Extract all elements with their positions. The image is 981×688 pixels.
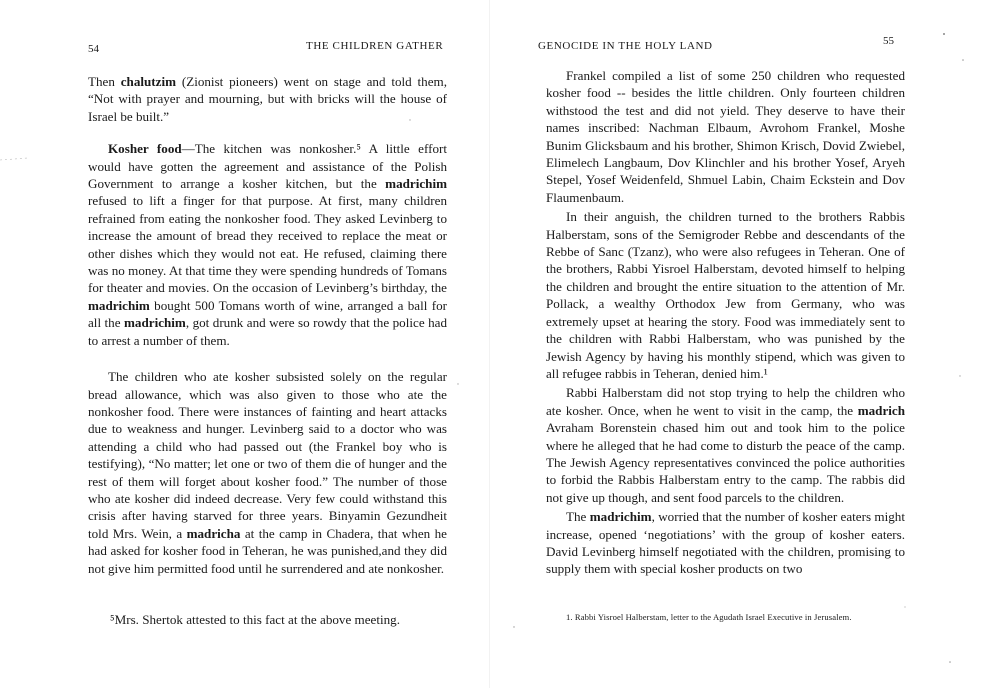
left-body — [88, 73, 447, 577]
running-head-left: THE CHILDREN GATHER — [306, 40, 444, 52]
right-paragraph-1 — [546, 67, 905, 206]
bold-term: madrichim — [88, 297, 150, 313]
right-paragraph-3 — [546, 384, 905, 506]
bold-term: chalutzim — [120, 74, 177, 89]
left-paragraph-2 — [88, 140, 447, 349]
bold-term: madrichim — [589, 509, 652, 525]
left-paragraph-1 — [88, 73, 447, 125]
text-run: at the camp in Chadera, that when he had asked for kosher food in Teheran, he was punished,and they did not give him permitted food until he surrendered and ate nonkosher. — [88, 525, 447, 576]
page-number-right: 55 — [883, 35, 894, 47]
right-paragraph-4 — [546, 508, 905, 578]
bold-term: Kosher food — [108, 141, 182, 157]
page-number-left: 54 — [88, 43, 99, 55]
text-run: , worried that the number of kosher eaters might increase, opened ‘negotiations’ with the group of kosher eaters. David Levinberg himself negotiated with the children, promising to supply them with special kosher products on two — [546, 509, 905, 577]
text-run: Avraham Borenstein chased him out and took him to the police where he alleged that he had come to disturb the peace of the camp. The Jewish Agency representatives convinced the police authorities to forbid the Rabbis Halberstam entry to the camp. The rabbis did not give up though, and sent food parcels to the children. — [546, 420, 905, 505]
text-run: (Zionist pioneers) went on stage and told them, “Not with prayer and mourning, but with bricks will the house of Israel be built.” — [88, 74, 447, 124]
text-run: , got drunk and were so rowdy that the police had to arrest a number of them. — [88, 315, 447, 348]
text-run: bought 500 Tomans worth of wine, arranged a ball for all the — [88, 297, 447, 331]
bold-term: madrichim — [124, 315, 186, 331]
bold-term: madricha — [186, 525, 241, 541]
footnote-left: ⁵Mrs. Shertok attested to this fact at the above meeting. — [110, 612, 401, 627]
text-run: —The kitchen was nonkosher.⁵ A little effort would have gotten the agreement and assistance of the Polish Government to arrange a kosher kitchen, but the — [88, 141, 447, 192]
running-head-right: GENOCIDE IN THE HOLY LAND — [538, 40, 713, 52]
bold-term: madrich — [857, 402, 905, 418]
bold-term: madrichim — [385, 176, 447, 192]
text-run: Frankel compiled a list of some 250 children who requested kosher food -- besides the little children. Only fourteen children withstood the test and did not yield. They deserve to have their names inscribed: Nachman Elbaum, Avrohom Frankel, Moshe Bunim Glicksbaum and his brother, Shimon Krisch, Dovid Zwiebel, Elimelech Langbaum, Dov Klinchler and his brother Yosef, Aryeh Stepel, Yosef Weidenfeld, Shmuel Labin, Chaim Eckstein and Dov Flaumenbaum. — [546, 68, 905, 205]
text-run: refused to lift a finger for that purpose. At first, many children refrained from eating the nonkosher food. They asked Levinberg to increase the amount of bread they received to replace the meat or other dishes which they would not eat. He refused, claiming there was no money. At that time they were spending hundreds of Tomans for theater and movies. On the occasion of Levinberg’s birthday, the — [88, 193, 447, 296]
right-body — [546, 67, 905, 578]
text-run: The — [566, 509, 590, 525]
footnote-right: 1. Rabbi Yisroel Halberstam, letter to the Agudath Israel Executive in Jerusalem. — [566, 612, 852, 622]
text-run: Then — [88, 74, 121, 89]
right-paragraph-2 — [546, 208, 905, 382]
text-run: Rabbi Halberstam did not stop trying to help the children who ate kosher. Once, when he went to visit in the camp, the — [546, 385, 905, 418]
text-run: The children who ate kosher subsisted solely on the regular bread allowance, which was also given to those who ate the nonkosher food. There were instances of fainting and heart attacks due to weakness and hunger. Levinberg said to a doctor who was attending a child who had passed out (the Frankel boy who is testifying), “No matter; let one or two of them die of hunger and the rest of them will forget about kosher food.” The number of those who ate kosher did indeed decrease. Very few could withstand this crisis after having starved for three years. Binyamin Gezundheit told Mrs. Wein, a — [88, 369, 447, 541]
left-paragraph-3 — [88, 368, 447, 577]
left-page — [0, 0, 490, 688]
text-run: In their anguish, the children turned to the brothers Rabbis Halberstam, sons of the Semigroder Rebbe and descendants of the Rebbe of Sanc (Tzanz), who were also refugees in Teheran. One of the brothers, Rabbi Yisroel Halberstam, devoted himself to helping the children and brought the entire situation to the attention of Mr. Pollack, a wealthy Orthodox Jew from Germany, who was extremely upset at hearing the story. Food was immediately sent to the children with Rabbi Halberstam, who was punished by the Jewish Agency by having his monthly stipend, which was given to all refugee rabbis in Teheran, denied him.¹ — [546, 209, 905, 381]
